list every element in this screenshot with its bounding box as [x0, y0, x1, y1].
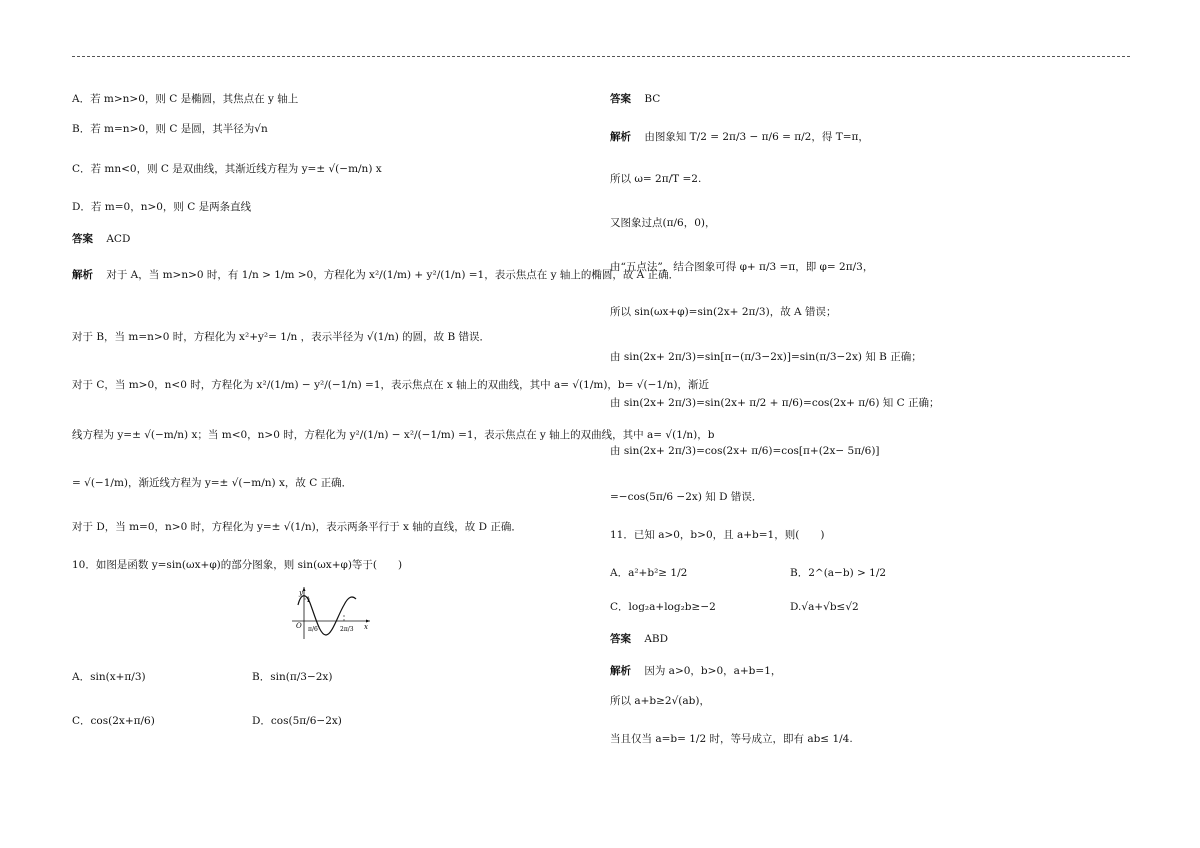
right2-line-3: 当且仅当 a=b= 1/2 时，等号成立，即有 ab≤ 1/4. [610, 733, 853, 745]
answer2-row [610, 632, 668, 646]
analysis-label-right: 解析 [610, 131, 631, 143]
analysis-line-6: 对于 D，当 m=0，n>0 时，方程化为 y=± √(1/n)，表示两条平行于 x 轴的直线，故 D 正确． [72, 521, 522, 533]
right-line-1 [610, 130, 869, 144]
answer-label: 答案 [72, 233, 93, 245]
q11-option-b: B．2^(a−b) > 1/2 [790, 567, 887, 579]
q10-option-b: B．sin(π/3−2x) [252, 671, 333, 683]
answer2-label: 答案 [610, 633, 631, 645]
option-d: D．若 m=0，n>0，则 C 是两条直线 [72, 201, 252, 213]
option-a: A．若 m>n>0，则 C 是椭圆，其焦点在 y 轴上 [72, 93, 299, 105]
q10-option-a: A．sin(x+π/3) [72, 671, 146, 683]
answer-label-right: 答案 [610, 93, 631, 105]
right2-text-1: 因为 a>0，b>0，a+b=1， [644, 665, 782, 677]
origin-label: O [296, 622, 302, 630]
option-c: C．若 mn<0，则 C 是双曲线，其渐近线方程为 y=± √(−m/n) x [72, 163, 382, 175]
q11-option-d: D.√a+√b≤√2 [790, 601, 859, 613]
answer-value: ACD [106, 233, 131, 245]
answer-row [72, 232, 130, 246]
analysis-line-4: 线方程为 y=± √(−m/n) x；当 m<0，n>0 时，方程化为 y²/(1/n) − x²/(−1/m) =1，表示焦点在 y 轴上的双曲线，其中 a= √(1/n)，b [72, 429, 715, 441]
right-line-4: 由“五点法”，结合图象可得 φ+ π/3 =π，即 φ= 2π/3， [610, 261, 874, 273]
one-label: 1 [306, 596, 311, 604]
sine-graph [290, 585, 372, 641]
q10-option-c: C．cos(2x+π/6) [72, 715, 155, 727]
question-10: 10．如图是函数 y=sin(ωx+φ)的部分图象，则 sin(ωx+φ)等于( ) [72, 559, 403, 571]
q11-option-c: C．log₂a+log₂b≥−2 [610, 601, 716, 613]
answer-row-right [610, 92, 660, 106]
question-11: 11．已知 a>0，b>0，且 a+b=1，则( ) [610, 529, 825, 541]
right-line-5: 所以 sin(ωx+φ)=sin(2x+ 2π/3)，故 A 错误； [610, 306, 837, 318]
right-line-2: 所以 ω= 2π/T =2. [610, 173, 702, 185]
right-line-7: 由 sin(2x+ 2π/3)=sin(2x+ π/2 + π/6)=cos(2x+ π/6) 知 C 正确； [610, 397, 940, 409]
option-b: B．若 m=n>0，则 C 是圆，其半径为√n [72, 123, 268, 135]
analysis-line-3: 对于 C，当 m>0，n<0 时，方程化为 x²/(1/m) − y²/(−1/n) =1，表示焦点在 x 轴上的双曲线，其中 a= √(1/m)，b= √(−1/n)，渐近 [72, 379, 709, 391]
right2-line-1 [610, 664, 781, 678]
y-label: y [299, 589, 303, 597]
analysis-label: 解析 [72, 269, 93, 281]
x-label: x [364, 623, 368, 631]
answer-value-right: BC [644, 93, 661, 105]
analysis-line-5: = √(−1/m)，渐近线方程为 y=± √(−m/n) x，故 C 正确． [72, 477, 353, 489]
analysis-line-1 [72, 268, 679, 282]
pi6-label: π/6 [308, 626, 318, 633]
header-rule [72, 56, 1130, 57]
analysis2-label: 解析 [610, 665, 631, 677]
right-line-3: 又图象过点(π/6，0)， [610, 217, 716, 229]
q11-option-a: A．a²+b²≥ 1/2 [610, 567, 688, 579]
right-text-1: 由图象知 T/2 = 2π/3 − π/6 = π/2，得 T=π， [644, 131, 869, 143]
right-line-8: 由 sin(2x+ 2π/3)=cos(2x+ π/6)=cos[π+(2x− 5π/6)] [610, 445, 880, 457]
right-line-9: =−cos(5π/6 −2x) 知 D 错误． [610, 491, 763, 503]
right-line-6: 由 sin(2x+ 2π/3)=sin[π−(π/3−2x)]=sin(π/3−2x) 知 B 正确； [610, 351, 922, 363]
answer2-value: ABD [644, 633, 669, 645]
analysis-line-2: 对于 B，当 m=n>0 时，方程化为 x²+y²= 1/n ，表示半径为 √(1/n) 的圆，故 B 错误． [72, 331, 491, 343]
q10-option-d: D．cos(5π/6−2x) [252, 715, 342, 727]
two-pi3-label: 2π/3 [340, 626, 354, 633]
analysis-text-1: 对于 A，当 m>n>0 时，有 1/n > 1/m >0，方程化为 x²/(1/m) + y²/(1/n) =1，表示焦点在 y 轴上的椭圆，故 A 正确． [106, 269, 680, 281]
right2-line-2: 所以 a+b≥2√(ab)， [610, 695, 710, 707]
